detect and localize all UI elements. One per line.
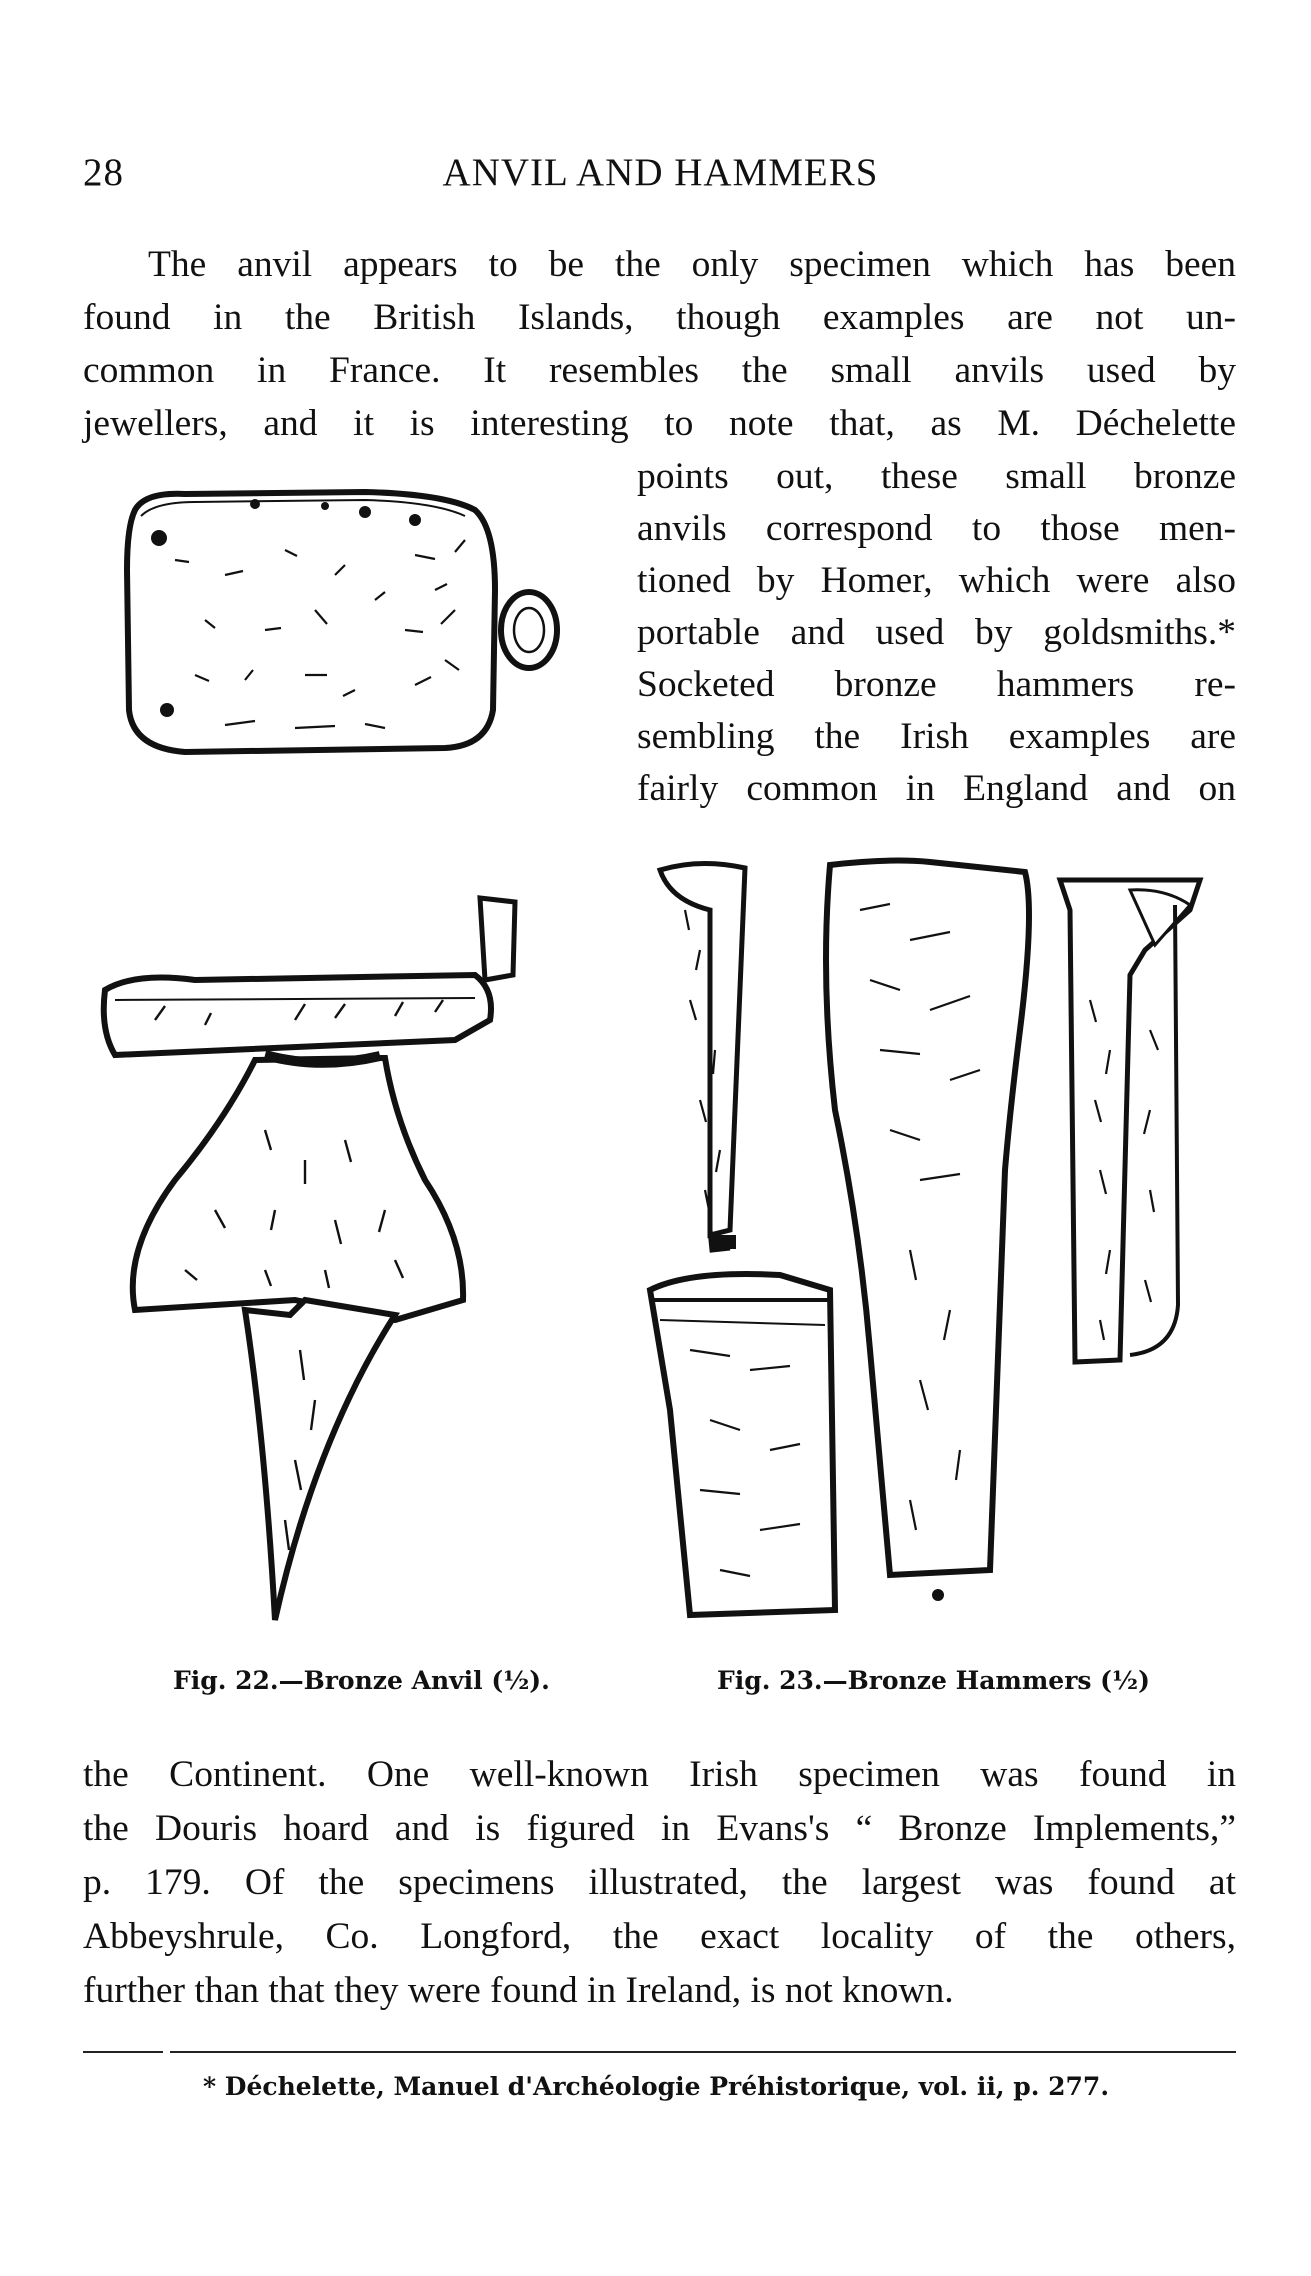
text-line: The anvil appears to be the only specimen which has been [148,244,1236,285]
text-line: Socketed bronze hammers re- [637,664,1236,705]
text-line: sembling the Irish examples are [637,716,1236,757]
text-line: tioned by Homer, which were also [637,560,1236,601]
page-number: 28 [83,151,124,194]
text-line: p. 179. Of the specimens illustrated, the largest was found at [83,1862,1236,1903]
anvil-side-view-illustration [95,880,575,1640]
fig22-caption: Fig. 22.—Bronze Anvil (½). [173,1666,550,1695]
text-line: points out, these small bronze [637,456,1236,497]
footnote: * Déchelette, Manuel d'Archéologie Préhistorique, vol. ii, p. 277. [203,2072,1110,2101]
text-line: fairly common in England and on [637,768,1236,809]
text-line: the Douris hoard and is figured in Evans's “ Bronze Implements,” [83,1808,1236,1849]
hammers-illustration [630,850,1250,1630]
running-header [0,150,1311,200]
footnote-rule-left [83,2051,163,2053]
text-line: Abbeyshrule, Co. Longford, the exact locality of the others, [83,1916,1236,1957]
text-line: jewellers, and it is interesting to note that, as M. Déchelette [83,403,1236,444]
footnote-rule [170,2051,1236,2053]
text-line: anvils correspond to those men- [637,508,1236,549]
fig23-caption: Fig. 23.—Bronze Hammers (½) [717,1666,1150,1695]
text-line: common in France. It resembles the small anvils used by [83,350,1236,391]
anvil-top-view-illustration [115,480,575,770]
text-line: the Continent. One well-known Irish specimen was found in [83,1754,1236,1795]
text-line: found in the British Islands, though examples are not un- [83,297,1236,338]
running-title: ANVIL AND HAMMERS [442,151,879,194]
text-line: further than that they were found in Ireland, is not known. [83,1970,954,2011]
text-line: portable and used by goldsmiths.* [637,612,1236,653]
